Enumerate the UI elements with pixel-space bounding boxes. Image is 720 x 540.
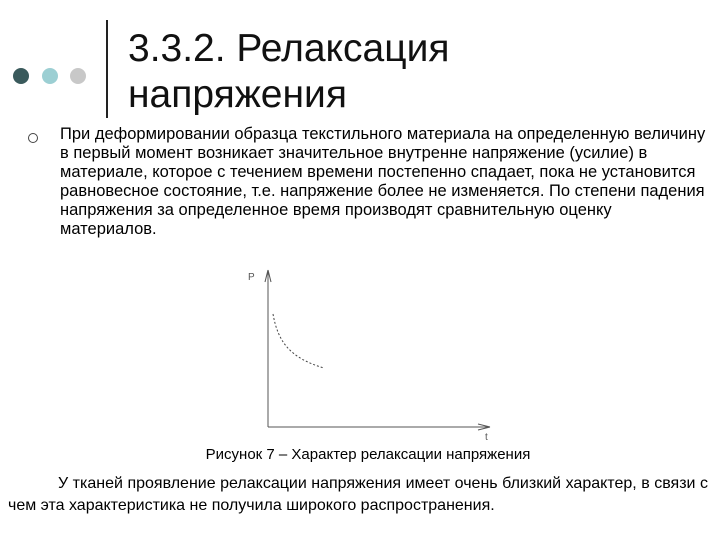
relaxation-graph — [240, 262, 510, 442]
closing-paragraph: У тканей проявление релаксации напряжения имеет очень близкий характер, в связи с чем эта характеристика не получила широкого распространения. — [8, 475, 708, 514]
gray-dot-icon — [70, 68, 86, 84]
title-divider — [106, 20, 108, 118]
teal-dot-icon — [42, 68, 58, 84]
y-axis-label: P — [248, 272, 255, 283]
bullet-paragraph: При деформировании образца текстильного материала на определенную величину в первый момент возникает значительное внутренне напряжение (усилие) в материале, которое с течением времени постепенно спадает, пока не установится равновесное состояние, т.е. напряжение более не изменяется. По степени падения напряжения за определенное время производят сравнительную оценку материалов. — [60, 125, 706, 238]
x-axis-label: t — [485, 432, 488, 442]
title-line-1: 3.3.2. Релаксация — [128, 27, 450, 70]
bullet-icon — [28, 133, 38, 143]
relaxation-curve — [273, 314, 324, 368]
title-line-2: напряжения — [128, 73, 347, 116]
page-title — [128, 26, 449, 118]
figure-caption: Рисунок 7 – Характер релаксации напряжения — [205, 446, 531, 463]
decorative-dots — [12, 66, 102, 86]
dark-dot-icon — [13, 68, 29, 84]
